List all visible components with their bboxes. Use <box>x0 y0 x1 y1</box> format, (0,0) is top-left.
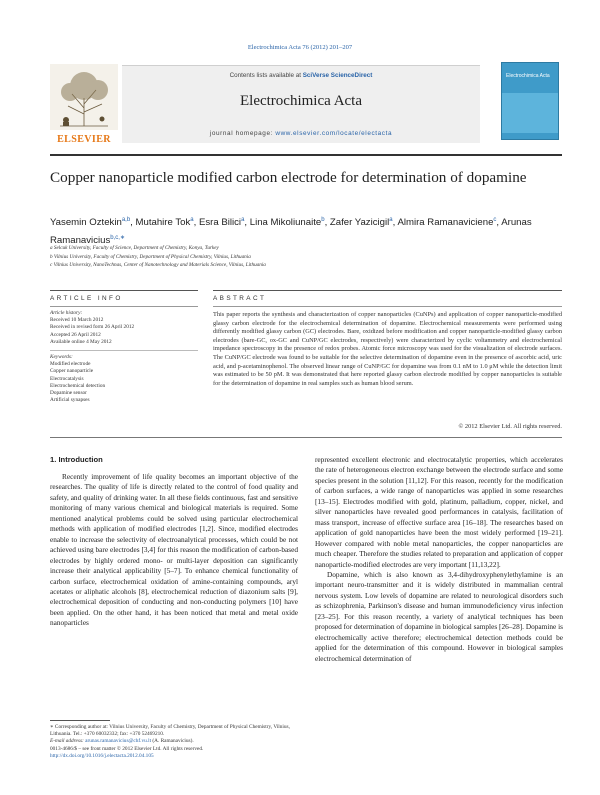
divider <box>50 437 562 438</box>
tree-icon <box>50 64 118 130</box>
issn-line: 0013-4686/$ – see front matter © 2012 Elsevier Ltd. All rights reserved. <box>50 746 204 752</box>
author-name: Esra Bilici <box>198 217 242 229</box>
author-separator: , <box>324 217 330 229</box>
keyword-item: Dopamine sensor <box>50 390 87 397</box>
author-separator: , <box>193 217 199 229</box>
sciencedirect-link[interactable]: SciVerse ScienceDirect <box>302 72 373 79</box>
header-divider <box>50 154 562 156</box>
issn-block <box>50 746 350 760</box>
email-label: E-mail address: <box>50 738 86 745</box>
author-name: Mutahire Tok <box>135 217 191 229</box>
email-suffix: (A. Ramanavicius). <box>151 738 194 745</box>
author-affiliation-marker[interactable]: c <box>493 217 497 223</box>
contents-prefix: Contents lists available at <box>229 72 303 79</box>
affiliation-line: b Vilnius University, Faculty of Chemistry, Department of Physical Chemistry, Vilnius, Lithuania <box>50 253 251 260</box>
body-paragraph: represented excellent electronic and electrocatalytic properties, which accelerates the rate of heterogeneous electron exchange between the electrode surface and some species present in the solution [11,12]. For this reason, recently for the modification of carbon surfaces, a wide range of nanoparticles was applied in some researches [13–15]. Electrodes modified with gold, platinum, palladium, copper, nickel, and silver nanoparticles have revealed good performances in catalysis, facilitation of mass transport, increase of effective surface area [16–18]. The researches based on application of gold nanoparticles have been the most widely performed [19–21]. However compared with noble metal nanoparticles, the copper nanoparticles are much cheaper. Therefore the studies related to preparation and application of copper nanoparticle-modified electrodes are very important [11,13,22]. <box>315 455 563 569</box>
section-heading-introduction: 1. Introduction <box>50 455 103 464</box>
journal-reference[interactable]: Electrochimica Acta 76 (2012) 201–207 <box>247 44 353 51</box>
author-separator: , <box>392 217 398 229</box>
keyword-list <box>50 361 198 404</box>
author-separator: , <box>496 217 502 229</box>
history-label: Article history: <box>50 310 83 316</box>
journal-banner <box>122 65 480 143</box>
keyword-item: Electrocatalysis <box>50 375 84 382</box>
divider <box>213 290 562 291</box>
cover-title: Electrochimica Acta <box>506 73 550 79</box>
footnote-divider <box>50 720 110 721</box>
author-separator: , <box>130 217 136 229</box>
body-column-right <box>315 455 563 664</box>
author-name: Zafer Yazicigil <box>329 217 390 229</box>
keyword-item: Artificial synapses <box>50 397 90 404</box>
abstract-text: This paper reports the synthesis and characterization of copper nanoparticles (CuNPs) and application of copper nanoparticle-modified glassy carbon electrode for the electrochemical determination of dopamine. Electrochemical measurements were performed using differently modified glassy carbon (GC) electrodes. Bare, oxidized before modification and copper nanoparticle-modified glassy carbon electrodes (bare-GC, ox-GC and CuNP/GC electrodes, respectively) were characterized by cyclic voltammetry and electrochemical impedance spectroscopy in the presence of redox probes. Atomic force microscopy was used for the visualization of electrode surfaces. The CuNP/GC electrode was found to be suitable for the selective determination of dopamine even in the presence of ascorbic acid, uric acid, and p-acetaminophenol. The observed linear range of CuNP/GC for dopamine was from 0.1 nM to 1.0 μM while the detection limit was estimated to be 50 pM. It was demonstrated that here reported glassy carbon electrode modified by copper nanoparticles is suitable for the determination of dopamine in real samples such as human blood serum. <box>213 311 562 387</box>
journal-homepage <box>122 130 480 137</box>
contents-line <box>122 72 480 79</box>
affiliation-line: c Vilnius University, NanoTechnas, Center of Nanotechnology and Materials Science, Vilnius, Lithuania <box>50 262 266 269</box>
corresponding-author-footnote <box>50 724 298 746</box>
divider <box>50 290 198 291</box>
homepage-link[interactable]: www.elsevier.com/locate/electacta <box>275 130 393 137</box>
author-name: Yasemin Oztekin <box>50 217 122 229</box>
history-list <box>50 317 198 346</box>
keywords-label: Keywords: <box>50 354 73 361</box>
author-affiliation-marker[interactable]: b <box>321 217 325 223</box>
doi-link[interactable]: http://dx.doi.org/10.1016/j.electacta.2012.04.105 <box>50 753 154 760</box>
author-affiliation-marker[interactable]: a <box>190 217 194 223</box>
divider <box>50 306 198 307</box>
author-affiliation-marker[interactable]: a <box>389 217 393 223</box>
body-column-left: Recently improvement of life quality becomes an important objective of the researches. The quality of life is directly related to the control of food quality and safety, and quality of drinking water. In all these fields continuous, fast and sensitive monitoring of many various chemical and biological materials is required. Some mentioned analytical problems could be solved using particular electrochemical methods with application of modified electrodes [1,2]. Since, modified electrodes enable to increase the selectivity of electroanalytical processes, which could be not achieved using bare electrodes [3,4] for this reason the modification of carbon-based electrodes by highly ordered mono- or multi-layer deposition can significantly increase their analytical applicability [5–7]. To enhance chemical functionality of carbon surface, electrochemical oxidation of amine-containing compounds, aryl acetates or aliphatic alcohols [8], electrochemical reduction of diazonium salts [9], electrochemical deposition of conducting and non-conducting polymers [10] have been applied. On the other hand, it has been noticed that metal and metal oxide nanoparticles <box>50 472 298 628</box>
homepage-prefix: journal homepage: <box>209 130 276 137</box>
email-link[interactable]: arunas.ramanavicius@chf.vu.lt <box>85 738 152 745</box>
journal-name: Electrochimica Acta <box>239 93 363 109</box>
author-affiliation-marker[interactable]: a <box>241 217 245 223</box>
keyword-item: Modified electrode <box>50 361 91 368</box>
author-affiliation-marker[interactable]: a,b <box>121 217 131 223</box>
email-line <box>50 738 298 745</box>
journal-cover[interactable] <box>501 62 559 140</box>
author-separator: , <box>244 217 250 229</box>
author-name: Almira Ramanaviciene <box>397 217 494 229</box>
elsevier-logo[interactable] <box>50 64 118 144</box>
body-paragraph: Dopamine, which is also known as 3,4-dihydroxyphenylethylamine is an important neuro-transmitter and it is widely distributed in mammalian central nervous system. Low levels of dopamine are related to neurological disorders such as schizophrenia, Parkinson's disease and human immunodeficiency virus infection [23–25]. For this reason recently, a variety of analytical techniques has been proposed for determination of dopamine in biological samples [26–28]. Dopamine is electrochemically active therefore; electrochemical detection methods could be applied for the determination of this compound. However in biological samples electrochemical determination of <box>315 569 563 663</box>
journal-header <box>50 58 562 150</box>
affiliations <box>50 244 562 270</box>
affiliation-line: a Selcuk University, Faculty of Science, Department of Chemistry, Konya, Turkey <box>50 245 219 251</box>
author-name: Lina Mikoliunaite <box>249 217 322 229</box>
author-name: Arunas Ramanavicius <box>50 217 532 246</box>
divider <box>213 306 562 307</box>
keyword-item: Electrochemical detection <box>50 382 106 389</box>
article-info <box>50 310 198 404</box>
abstract-heading: ABSTRACT <box>213 295 267 302</box>
cover-graphic <box>502 93 558 133</box>
history-item: Received in revised form 26 April 2012 <box>50 324 135 331</box>
article-title: Copper nanoparticle modified carbon electrode for determination of dopamine <box>50 169 527 186</box>
corresponding-author-text: ∗ Corresponding author at: Vilnius University, Faculty of Chemistry, Department of Physical Chemistry, Vilnius, Lithuania. Tel.: +370 60032332; fax: +370 52469210. <box>50 724 290 738</box>
keyword-item: Copper nanoparticle <box>50 368 94 375</box>
copyright-line: © 2012 Elsevier Ltd. All rights reserved. <box>458 423 562 430</box>
publisher-name: ELSEVIER <box>57 134 111 145</box>
history-item: Accepted 26 April 2012 <box>50 331 101 338</box>
history-item: Available online 4 May 2012 <box>50 338 112 345</box>
article-info-heading: ARTICLE INFO <box>50 295 123 302</box>
history-item: Received 10 March 2012 <box>50 317 104 324</box>
author-affiliation-marker[interactable]: b,c,∗ <box>110 234 125 241</box>
